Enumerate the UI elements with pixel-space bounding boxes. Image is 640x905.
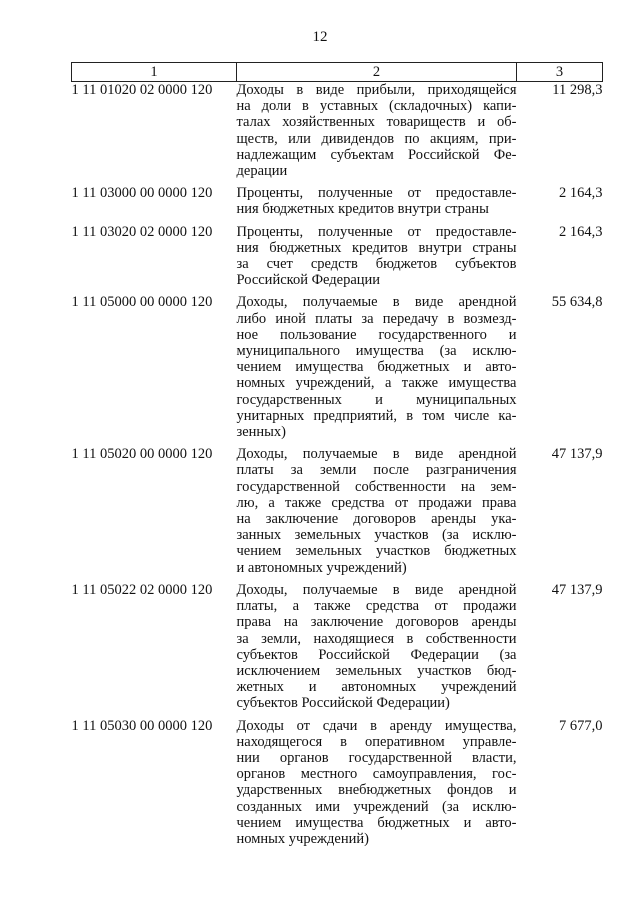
table-row: [72, 185, 603, 223]
revenue-name-line: ударственных внебюджетных фондов и: [236, 782, 517, 799]
revenue-name-line: номных учреждений): [236, 830, 369, 847]
revenue-code: 1 11 05022 02 0000 120: [71, 581, 213, 598]
revenue-name-line: Доходы, получаемые в виде арендной: [236, 581, 517, 598]
column-header-name: 2: [237, 63, 517, 82]
revenue-name: [237, 718, 517, 854]
revenue-name-line: Доходы, получаемые в виде арендной: [236, 446, 517, 463]
revenue-name-line: муниципального имущества (за исклю-: [236, 343, 517, 360]
revenue-amount: 2 164,3: [559, 185, 603, 202]
revenue-name-line: права на заключение договоров аренды: [236, 614, 517, 631]
revenue-amount: 11 298,3: [552, 82, 603, 98]
revenue-name-line: государственной собственности на зем-: [236, 478, 517, 495]
revenue-name-line: занных земельных участков (за исклю-: [236, 527, 517, 544]
revenue-code: 1 11 03000 00 0000 120: [71, 185, 213, 202]
revenue-name-line: платы, а также средства от продажи: [236, 598, 517, 615]
column-header-amount: 3: [517, 63, 603, 82]
revenue-name-line: созданных ими учреждений (за исклю-: [236, 798, 517, 815]
revenue-name-line: дерации: [236, 163, 288, 180]
revenue-name-line: Российской Федерации: [236, 272, 381, 289]
revenue-name-line: номных учреждений, а также имущества: [236, 375, 517, 392]
revenue-amount: 7 677,0: [559, 717, 603, 734]
page-number: 12: [312, 29, 328, 45]
table-row: [72, 582, 603, 718]
revenue-name-line: нии органов государственной власти,: [236, 749, 517, 766]
revenue-name-line: Проценты, полученные от предоставле-: [236, 223, 517, 240]
revenue-name-line: талах хозяйственных товариществ и об-: [236, 114, 517, 131]
revenue-name-line: жетных и автономных учреждений: [236, 679, 517, 696]
table-row: [72, 718, 603, 854]
revenue-name-line: ния бюджетных кредитов внутри страны: [236, 201, 489, 218]
revenue-name-line: исключением земельных участков бюд-: [236, 662, 517, 679]
budget-revenue-table: [71, 62, 603, 853]
revenue-name-line: ществ, или дивидендов по акциям, при-: [236, 130, 517, 147]
revenue-name-line: субъектов Российской Федерации (за: [236, 646, 517, 663]
revenue-code: 1 11 05000 00 0000 120: [71, 294, 213, 311]
revenue-name-line: государственных и муниципальных: [236, 391, 517, 408]
revenue-name-line: чением имущества бюджетных и авто-: [236, 359, 517, 376]
revenue-code: 1 11 03020 02 0000 120: [71, 223, 213, 240]
revenue-name: [237, 582, 517, 718]
revenue-name-line: лю, а также средства от продажи права: [236, 494, 517, 511]
revenue-amount: 55 634,8: [551, 294, 603, 311]
table-body: [72, 82, 603, 854]
revenue-amount: 47 137,9: [551, 446, 603, 463]
revenue-name-line: чением имущества бюджетных и авто-: [236, 814, 517, 831]
revenue-name-line: за счет средств бюджетов субъектов: [236, 256, 517, 273]
table-row: [72, 224, 603, 295]
table-row: [72, 82, 603, 186]
revenue-name-line: Проценты, полученные от предоставле-: [236, 185, 517, 202]
revenue-name: [237, 224, 517, 295]
revenue-name-line: субъектов Российской Федерации): [236, 695, 450, 712]
revenue-name-line: Доходы от сдачи в аренду имущества,: [236, 717, 517, 734]
revenue-amount: 47 137,9: [551, 581, 603, 598]
revenue-name-line: ное пользование государственного и: [236, 326, 517, 343]
revenue-name-line: за земли, находящиеся в собственности: [236, 630, 517, 647]
revenue-name-line: зенных): [236, 424, 287, 441]
revenue-name-line: платы за земли после разграничения: [236, 462, 517, 479]
revenue-name-line: на заключение договоров аренды ука-: [236, 511, 517, 528]
revenue-amount: 2 164,3: [559, 223, 603, 240]
revenue-code: 1 11 05020 00 0000 120: [71, 446, 213, 463]
table-row: [72, 294, 603, 446]
revenue-name-line: унитарных предприятий, в том числе ка-: [236, 407, 517, 424]
revenue-name-line: на доли в уставных (складочных) капи-: [236, 98, 517, 115]
revenue-name-line: Доходы, получаемые в виде арендной: [236, 294, 517, 311]
column-header-code: 1: [72, 63, 237, 82]
revenue-name-line: находящегося в оперативном управле-: [236, 733, 517, 750]
revenue-name-line: либо иной платы за передачу в возмезд-: [236, 310, 517, 327]
revenue-name: [237, 446, 517, 582]
revenue-name: [237, 82, 517, 186]
revenue-name: [237, 294, 517, 446]
revenue-code: 1 11 05030 00 0000 120: [71, 717, 213, 734]
revenue-name-line: надлежащим субъектам Российской Фе-: [236, 146, 517, 163]
revenue-name-line: органов местного самоуправления, гос-: [236, 766, 517, 783]
revenue-name-line: и автономных учреждений): [236, 559, 407, 576]
table-header-row: [72, 63, 603, 82]
revenue-name-line: Доходы в виде прибыли, приходящейся: [236, 82, 517, 98]
table-row: [72, 446, 603, 582]
revenue-name-line: чением земельных участков бюджетных: [236, 543, 517, 560]
revenue-code: 1 11 01020 02 0000 120: [71, 82, 213, 98]
revenue-name: [237, 185, 517, 223]
revenue-name-line: ния бюджетных кредитов внутри страны: [236, 239, 517, 256]
